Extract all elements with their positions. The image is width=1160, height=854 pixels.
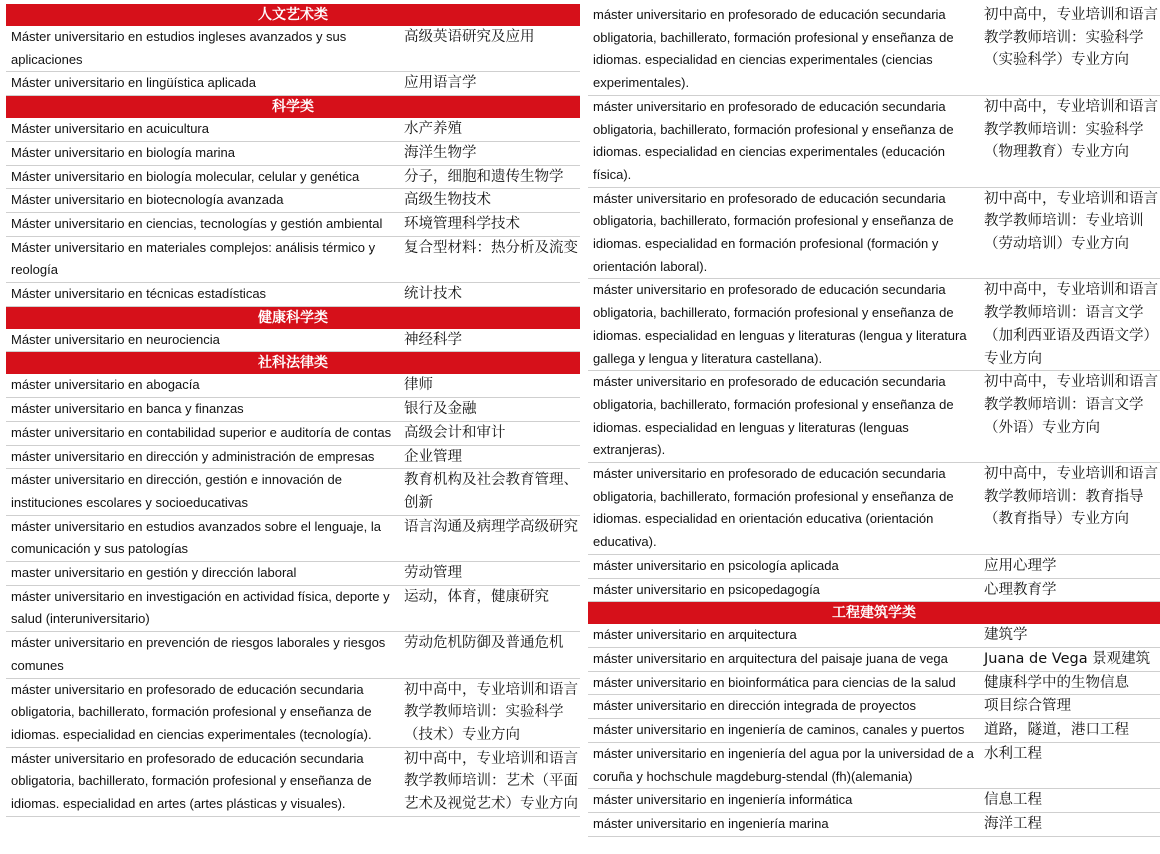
program-name-es: máster universitario en bioinformática para ciencias de la salud (593, 674, 956, 690)
program-name-zh: 高级会计和审计 (404, 424, 506, 441)
program-name-zh: 水产养殖 (404, 121, 462, 138)
program-row (6, 118, 580, 142)
program-name-es: master universitario en gestión y dirección laboral (11, 565, 297, 581)
program-row (6, 748, 580, 817)
program-name-es: Máster universitario en técnicas estadísticas (11, 286, 267, 302)
program-row (588, 463, 1160, 555)
program-name-zh: 初中高中，专业培训和语言教学教师培训：语言文学（加利西亚语及西语文学）专业方向 (984, 282, 1158, 367)
program-row (588, 695, 1160, 719)
program-name-es: máster universitario en dirección y administración de empresas (11, 448, 375, 464)
section-header: 工程建筑学类 (588, 602, 1160, 624)
program-name-es: máster universitario en profesorado de educación secundaria obligatoria, bachillerato, formación profesional y enseñanza de idiomas. especialidad en ciencias experimentales (tecnología). (11, 681, 372, 742)
right-column (588, 4, 1160, 837)
program-name-es: máster universitario en ingeniería informática (593, 792, 853, 808)
program-row (588, 789, 1160, 813)
program-row (6, 398, 580, 422)
section-header: 健康科学类 (6, 307, 580, 329)
program-name-es: máster universitario en banca y finanzas (11, 401, 244, 417)
program-name-zh: 初中高中，专业培训和语言教学教师培训：专业培训（劳动培训）专业方向 (984, 190, 1158, 253)
left-column (6, 4, 580, 817)
program-row (588, 371, 1160, 463)
program-name-es: Máster universitario en biología marina (11, 144, 235, 160)
program-name-es: máster universitario en ingeniería marina (593, 815, 829, 831)
program-name-zh: 水利工程 (984, 745, 1042, 762)
program-name-es: máster universitario en profesorado de educación secundaria obligatoria, bachillerato, formación profesional y enseñanza de idiomas. especialidad en lenguas y literaturas (lengua y literatura gallega y lengua y literatura castellana). (593, 282, 967, 366)
program-name-es: máster universitario en arquitectura del paisaje juana de vega (593, 650, 948, 666)
program-name-zh: 高级英语研究及应用 (404, 29, 535, 45)
program-row (588, 4, 1160, 96)
program-name-zh: 语言沟通及病理学高级研究 (404, 518, 578, 535)
program-name-zh: 海洋生物学 (404, 144, 477, 161)
program-row (6, 72, 580, 96)
program-name-zh: 道路，隧道，港口工程 (984, 722, 1129, 739)
program-row (588, 555, 1160, 579)
program-name-zh: 建筑学 (984, 627, 1028, 644)
program-name-zh: Juana de Vega 景观建筑 (984, 650, 1151, 667)
program-name-es: máster universitario en profesorado de educación secundaria obligatoria, bachillerato, formación profesional y enseñanza de idiomas. especialidad en lenguas y literaturas (lenguas extranjeras). (593, 374, 954, 458)
program-name-es: máster universitario en contabilidad superior e auditoría de contas (11, 424, 392, 440)
program-name-zh: 劳动管理 (404, 565, 462, 582)
program-name-es: máster universitario en profesorado de educación secundaria obligatoria, bachillerato, formación profesional y enseñanza de idiomas. especialidad en orientación educativa (orientación educativa). (593, 466, 954, 550)
program-name-es: Máster universitario en estudios ingleses avanzados y sus aplicaciones (11, 29, 347, 67)
section-header: 科学类 (6, 96, 580, 118)
program-name-zh: 初中高中，专业培训和语言教学教师培训：语言文学（外语）专业方向 (984, 374, 1158, 436)
section-header: 人文艺术类 (6, 4, 580, 26)
program-name-zh: 神经科学 (404, 331, 462, 348)
program-name-zh: 高级生物技术 (404, 192, 491, 209)
program-row (588, 96, 1160, 188)
program-name-es: Máster universitario en ciencias, tecnologías y gestión ambiental (11, 215, 383, 231)
program-name-zh: 律师 (404, 377, 433, 394)
program-row (6, 26, 580, 72)
program-name-es: máster universitario en psicología aplicada (593, 557, 839, 573)
program-name-es: Máster universitario en acuicultura (11, 121, 209, 137)
program-row (6, 469, 580, 515)
program-row (588, 813, 1160, 837)
program-name-zh: 统计技术 (404, 286, 462, 303)
program-row (6, 374, 580, 398)
program-name-zh: 海洋工程 (984, 815, 1042, 832)
program-name-es: Máster universitario en neurociencia (11, 331, 220, 347)
program-name-zh: 复合型材料：热分析及流变 (404, 239, 578, 256)
program-name-zh: 初中高中，专业培训和语言教学教师培训：实验科学（技术）专业方向 (404, 681, 578, 743)
program-name-zh: 初中高中，专业培训和语言教学教师培训：实验科学（实验科学）专业方向 (984, 7, 1158, 69)
program-name-es: máster universitario en profesorado de educación secundaria obligatoria, bachillerato, formación profesional y enseñanza de idiomas. especialidad en ciencias experimentales (educación física). (593, 98, 954, 182)
program-name-zh: 环境管理科学技术 (404, 215, 520, 232)
program-row (588, 719, 1160, 743)
program-name-es: Máster universitario en lingüística aplicada (11, 75, 256, 91)
program-name-zh: 初中高中，专业培训和语言教学教师培训：教育指导（教育指导）专业方向 (984, 466, 1158, 528)
program-row (588, 672, 1160, 696)
program-name-es: máster universitario en investigación en actividad física, deporte y salud (interuniversitario) (11, 588, 390, 627)
program-name-es: máster universitario en dirección, gestión e innovación de instituciones escolares y socioeducativas (11, 472, 342, 510)
program-name-es: máster universitario en profesorado de educación secundaria obligatoria, bachillerato, formación profesional y enseñanza de idiomas. especialidad en ciencias experimentales (ciencias experimentales). (593, 7, 954, 91)
program-row (588, 624, 1160, 648)
program-name-zh: 应用心理学 (984, 557, 1057, 574)
program-name-zh: 运动，体育，健康研究 (404, 588, 549, 605)
program-name-zh: 初中高中，专业培训和语言教学教师培训：实验科学（物理教育）专业方向 (984, 98, 1158, 161)
program-row (6, 142, 580, 166)
program-name-es: máster universitario en ingeniería de caminos, canales y puertos (593, 722, 965, 738)
program-name-zh: 应用语言学 (404, 75, 477, 92)
program-name-zh: 项目综合管理 (984, 698, 1071, 715)
program-row (6, 283, 580, 307)
program-row (588, 188, 1160, 280)
program-row (6, 632, 580, 678)
section-header: 社科法律类 (6, 352, 580, 374)
program-name-es: Máster universitario en biología molecular, celular y genética (11, 168, 360, 184)
program-name-zh: 分子，细胞和遗传生物学 (404, 168, 564, 185)
program-name-zh: 教育机构及社会教育管理、创新 (404, 472, 578, 511)
program-row (6, 446, 580, 470)
program-name-zh: 劳动危机防御及普通危机 (404, 635, 564, 652)
program-row (6, 679, 580, 748)
program-name-es: Máster universitario en biotecnología avanzada (11, 192, 284, 208)
program-row (6, 422, 580, 446)
program-row (6, 237, 580, 283)
program-row (6, 213, 580, 237)
program-name-zh: 初中高中，专业培训和语言教学教师培训：艺术（平面艺术及视觉艺术）专业方向 (404, 750, 578, 813)
program-row (6, 166, 580, 190)
program-row (588, 579, 1160, 603)
program-name-es: máster universitario en abogacía (11, 377, 200, 393)
program-name-es: máster universitario en prevención de riesgos laborales y riesgos comunes (11, 635, 386, 673)
program-name-zh: 心理教育学 (984, 581, 1057, 598)
program-name-es: máster universitario en psicopedagogía (593, 581, 820, 597)
program-row (6, 586, 580, 632)
program-name-es: máster universitario en ingeniería del agua por la universidad de a coruña y hochschule magdeburg-stendal (fh)(alemania) (593, 745, 974, 784)
program-name-es: máster universitario en dirección integrada de proyectos (593, 698, 917, 714)
program-name-es: máster universitario en profesorado de educación secundaria obligatoria, bachillerato, formación profesional y enseñanza de idiomas. especialidad en artes (artes plásticas y visuales). (11, 750, 372, 812)
program-name-zh: 银行及金融 (404, 401, 477, 418)
program-name-es: máster universitario en estudios avanzados sobre el lenguaje, la comunicación y sus patologías (11, 518, 381, 557)
program-row (588, 279, 1160, 371)
program-row (6, 562, 580, 586)
program-name-es: Máster universitario en materiales complejos: análisis térmico y reología (11, 239, 376, 278)
program-row (6, 329, 580, 353)
program-row (588, 648, 1160, 672)
program-row (6, 189, 580, 213)
program-name-zh: 健康科学中的生物信息 (984, 674, 1129, 691)
program-name-es: máster universitario en arquitectura (593, 627, 797, 643)
program-name-zh: 企业管理 (404, 448, 462, 465)
program-row (6, 516, 580, 562)
program-row (588, 743, 1160, 789)
program-name-zh: 信息工程 (984, 792, 1042, 809)
program-name-es: máster universitario en profesorado de educación secundaria obligatoria, bachillerato, formación profesional y enseñanza de idiomas. especialidad en formación profesional (formación y orientación laboral). (593, 190, 954, 274)
